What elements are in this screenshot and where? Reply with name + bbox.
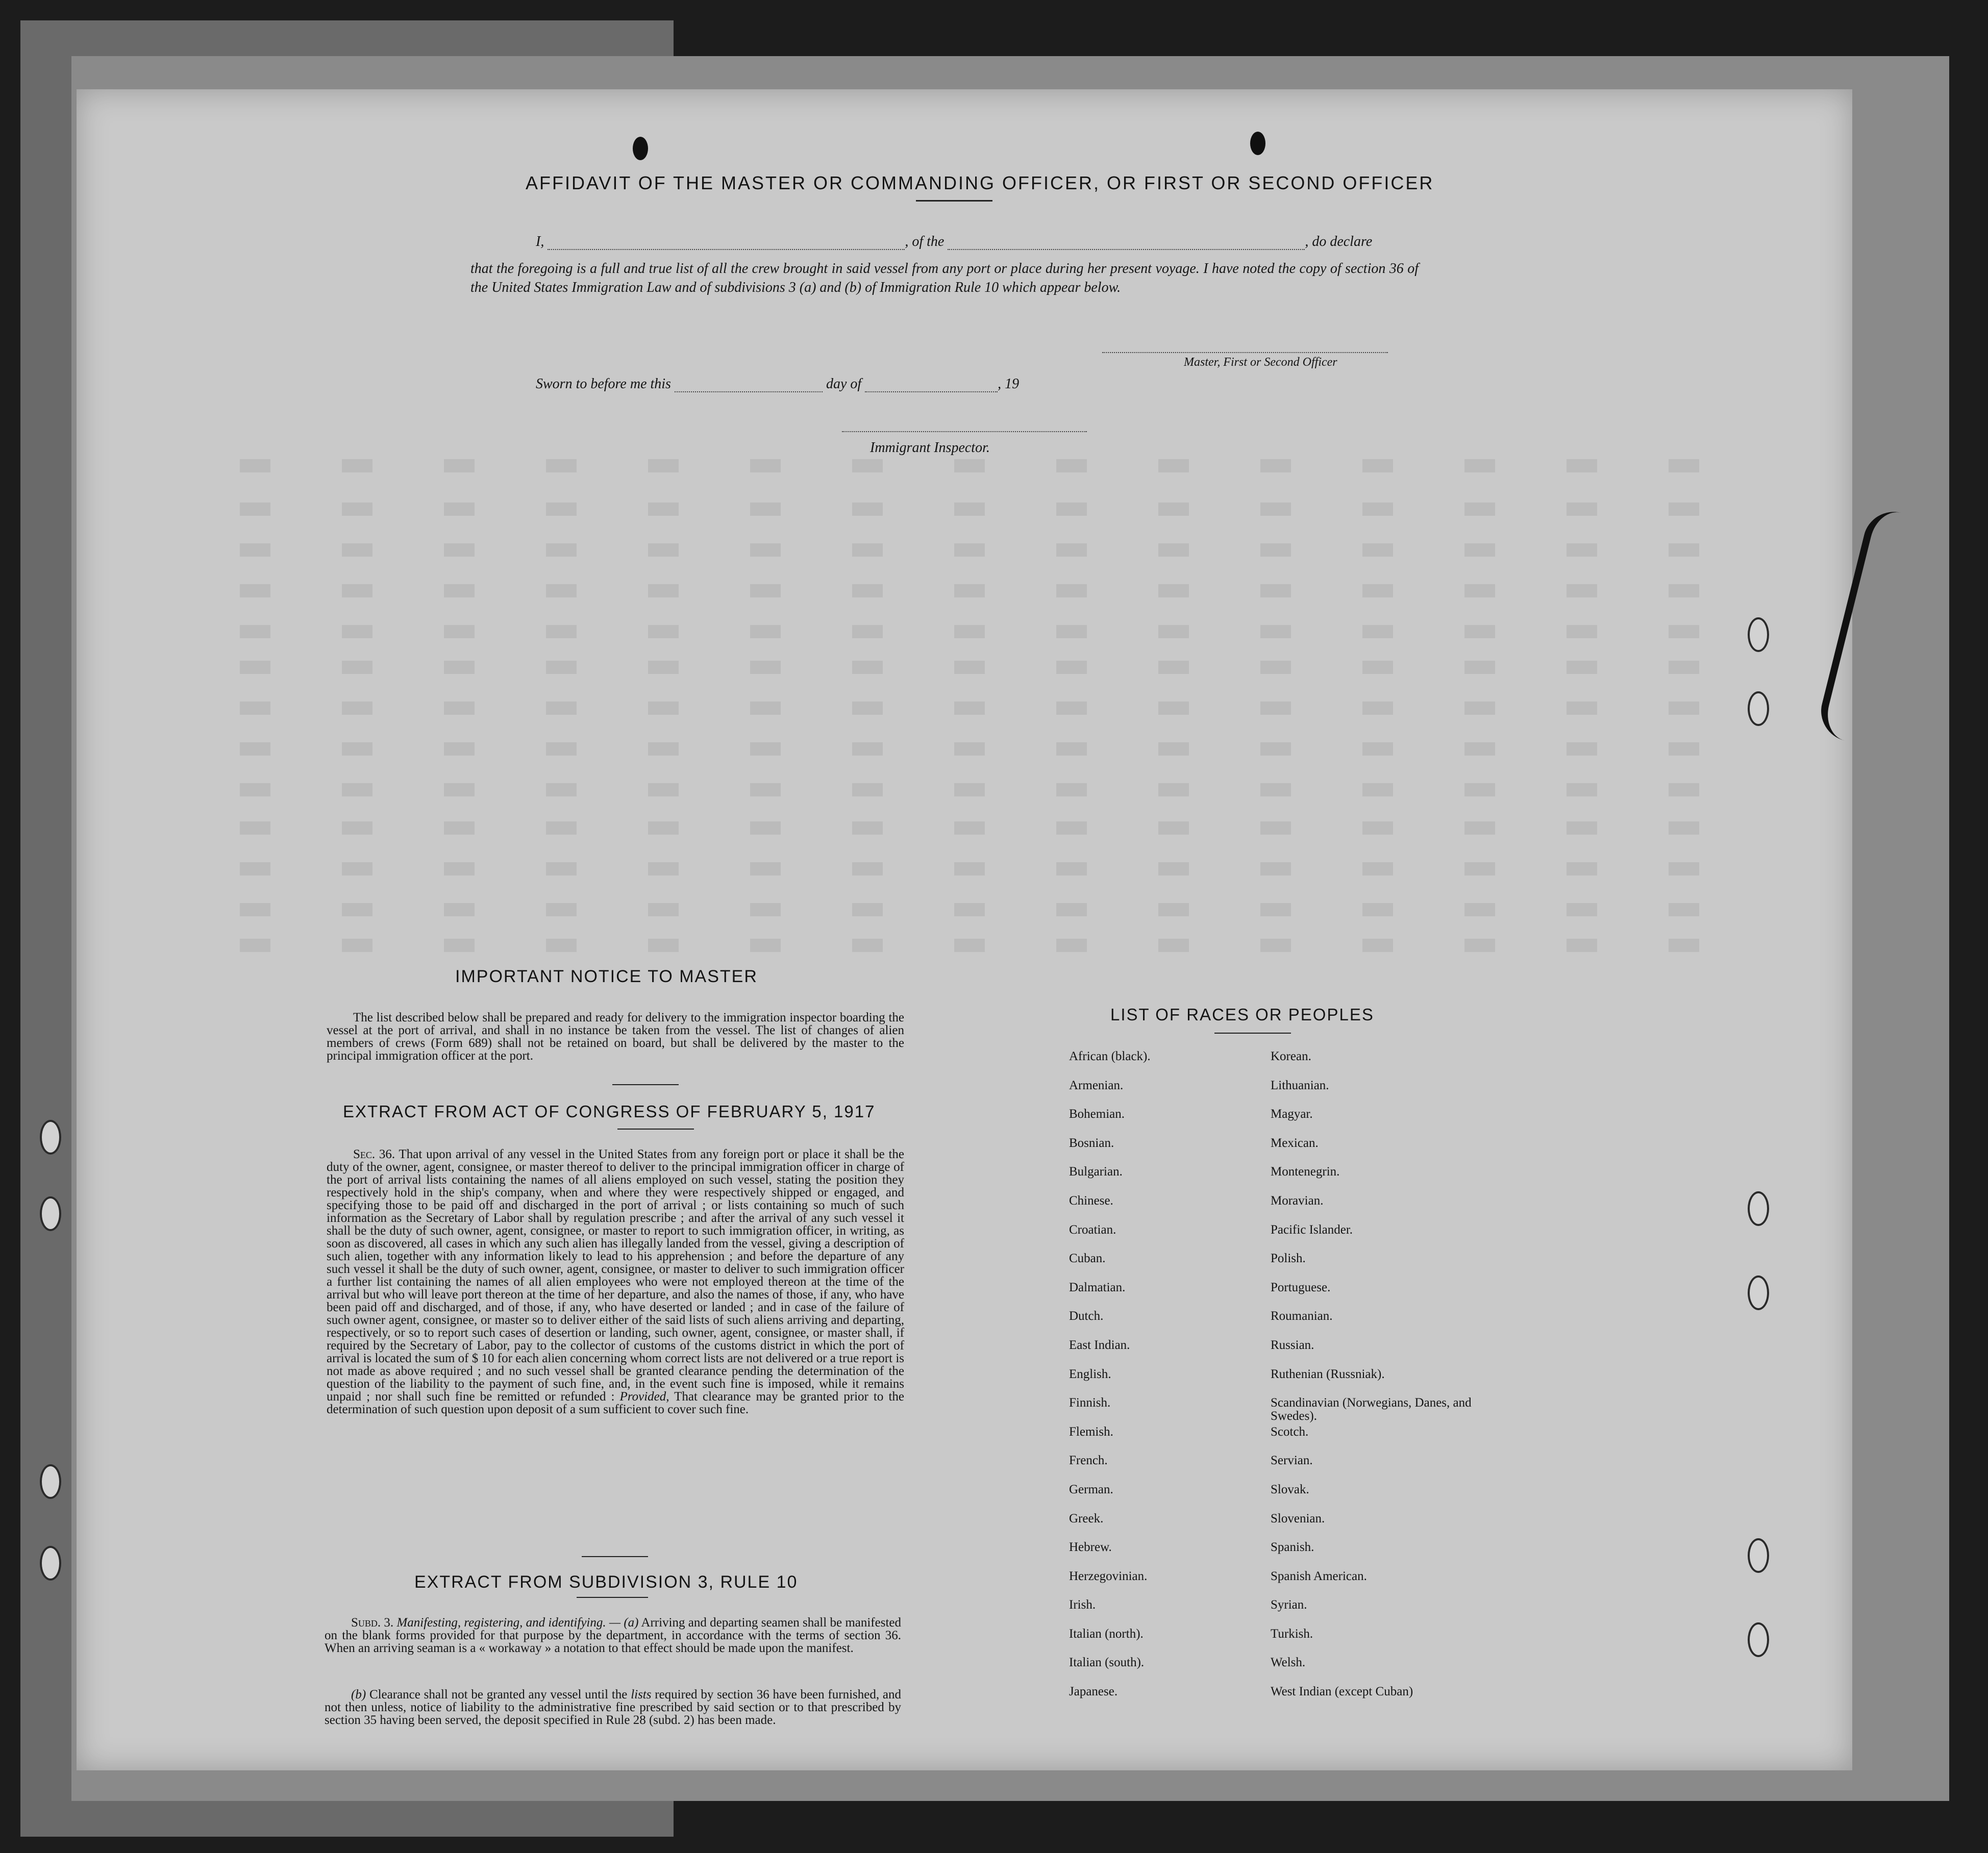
- race-item: Italian (north).: [1069, 1626, 1144, 1641]
- race-item: Portuguese.: [1271, 1280, 1331, 1294]
- day-of-text: day of: [826, 376, 862, 392]
- subd-b-lists: lists: [631, 1688, 652, 1701]
- title-underline: [916, 200, 992, 202]
- subd-title: Manifesting, registering, and identifying. — (a): [396, 1616, 639, 1630]
- section-divider: [617, 1129, 694, 1130]
- binder-hole: [1748, 617, 1769, 652]
- races-column-b: [1271, 1050, 1485, 1714]
- race-item: Mexican.: [1271, 1136, 1319, 1150]
- binder-hole: [40, 1464, 61, 1499]
- binder-hole: [1748, 691, 1769, 726]
- race-item: Spanish American.: [1271, 1569, 1367, 1583]
- subdivision-a: [325, 1616, 901, 1655]
- bleed-through-row: [240, 783, 1760, 796]
- race-item: Spanish.: [1271, 1540, 1314, 1555]
- bleed-through-row: [240, 821, 1760, 835]
- race-item: Croatian.: [1069, 1222, 1116, 1237]
- race-item: West Indian (except Cuban): [1271, 1685, 1413, 1699]
- act-text: That upon arrival of any vessel in the United States from any foreign port or place it shall be the duty of the owner, agent, consignee, or master thereof to deliver to the principal immigration officer in charge of the port of arrival lists containing the names of all aliens employed on such vessel, stating the position they respectively hold in the ship's company, when and where they were respectively shipped or engaged, and specifying those to be paid off and discharged in the port of arrival ; or lists containing so much of such information as the Secretary of Labor shall by regulation prescribe ; and after the arrival of any such vessel it shall be the duty of such owner, agent, consignee, or master to report to such immigration officer, in writing, as soon as discovered, all cases in which any such alien has illegally landed from the vessel, giving a description of such alien, together with any information likely to lead to his apprehension ; and before the departure of any such vessel it shall be the duty of such owner, agent, consignee, or master to deliver to such immigration officer a further list containing the names of all alien employees who were not employed thereon at the time of the arrival but who will leave port thereon at the time of her departure, and also the names of those, if any, who have been paid off and discharged, and of those, if any, who have deserted or landed ; and in case of the failure of such owner agent, consignee, or master so to deliver either of the said lists of such aliens arriving and departing, respectively, or so to report such cases of desertion or landing, such owner, agent, consignee, or master shall, if required by the Secretary of Labor, pay to the collector of customs of the customs district in which the port of arrival is located the sum of $ 10 for each alien concerning whom correct lists are not delivered or a true report is not made as above required ; and no such vessel shall be granted clearance pending the determination of the question of the liability to the payment of such fine, and, in the event such fine is imposed, while it remains unpaid ; nor shall such fine be remitted or refunded :: [327, 1147, 904, 1404]
- race-item: Ruthenian (Russniak).: [1271, 1367, 1385, 1381]
- race-item: Greek.: [1069, 1511, 1104, 1525]
- declarant-name-field[interactable]: [548, 236, 905, 250]
- declaration-line: [536, 234, 1372, 250]
- race-item: Russian.: [1271, 1338, 1314, 1352]
- race-item: Korean.: [1271, 1049, 1311, 1063]
- binder-hole: [1748, 1191, 1769, 1226]
- month-field[interactable]: [865, 378, 998, 392]
- race-item: Bulgarian.: [1069, 1165, 1123, 1179]
- races-heading: LIST OF RACES OR PEOPLES: [1110, 1005, 1374, 1024]
- bleed-through-row: [240, 939, 1760, 952]
- race-item: Scandinavian (Norwegians, Danes, and Swedes).: [1271, 1396, 1472, 1423]
- race-item: French.: [1069, 1454, 1108, 1468]
- subd-b-text-1: Clearance shall not be granted any vessel until the: [369, 1688, 628, 1701]
- subd-b-text-2: required by section 36 have been furnished, and not then unless, notice of liability to the administrative fine prescribed by said section or to that prescribed by section 35 having been served, the deposit specified in Rule 28 (subd. 2) has been made.: [325, 1688, 901, 1727]
- race-item: African (black).: [1069, 1049, 1151, 1063]
- sworn-text: Sworn to before me this: [536, 376, 671, 392]
- race-item: Servian.: [1271, 1454, 1313, 1468]
- section-divider: [582, 1556, 648, 1557]
- race-item: Slovak.: [1271, 1482, 1309, 1496]
- bleed-through-row: [240, 862, 1760, 875]
- bleed-through-row: [240, 584, 1760, 597]
- race-item: Armenian.: [1069, 1078, 1124, 1092]
- race-item: Cuban.: [1069, 1251, 1106, 1266]
- provided-word: Provided,: [619, 1390, 669, 1404]
- race-item: Pacific Islander.: [1271, 1222, 1353, 1237]
- race-item: Dutch.: [1069, 1309, 1104, 1323]
- sworn-line: [536, 376, 1019, 392]
- act-body: [327, 1148, 904, 1416]
- bleed-through-row: [240, 742, 1760, 756]
- inspector-label: Immigrant Inspector.: [870, 440, 990, 456]
- day-field[interactable]: [675, 378, 823, 392]
- punch-hole: [1250, 132, 1265, 155]
- bleed-through-row: [240, 903, 1760, 916]
- punch-hole: [633, 137, 648, 160]
- race-item: Turkish.: [1271, 1626, 1313, 1641]
- year-prefix: , 19: [998, 376, 1020, 392]
- race-item: Dalmatian.: [1069, 1280, 1126, 1294]
- subdivision-b: [325, 1688, 901, 1726]
- race-item: Welsh.: [1271, 1656, 1306, 1670]
- race-item: Magyar.: [1271, 1107, 1313, 1121]
- race-item: Syrian.: [1271, 1598, 1307, 1612]
- race-item: Finnish.: [1069, 1396, 1111, 1410]
- binder-hole: [1748, 1622, 1769, 1657]
- race-item: Lithuanian.: [1271, 1078, 1329, 1092]
- subd-label: Subd. 3.: [351, 1616, 394, 1630]
- race-item: Bohemian.: [1069, 1107, 1125, 1121]
- notice-body: The list described below shall be prepared and ready for delivery to the immigration inspector boarding the vessel at the port of arrival, and shall in no instance be taken from the vessel. The list of changes of alien members of crews (Form 689) shall not be retained on board, but shall be delivered by the master to the principal immigration officer at the port.: [327, 1011, 904, 1063]
- race-item: Montenegrin.: [1271, 1165, 1340, 1179]
- binder-hole: [40, 1196, 61, 1231]
- bleed-through-row: [240, 625, 1760, 638]
- binder-hole: [40, 1546, 61, 1581]
- bleed-through-row: [240, 503, 1760, 516]
- race-item: Polish.: [1271, 1251, 1306, 1266]
- signature-label: Master, First or Second Officer: [1184, 356, 1337, 369]
- section-divider: [612, 1084, 679, 1085]
- bleed-through-row: [240, 661, 1760, 674]
- race-item: Flemish.: [1069, 1424, 1113, 1439]
- race-item: Irish.: [1069, 1598, 1096, 1612]
- section-label: Sec. 36.: [353, 1147, 395, 1161]
- declarant-prefix: I,: [536, 234, 544, 249]
- race-item: Roumanian.: [1271, 1309, 1333, 1323]
- act-text-end: That clearance may be granted prior to the determination of such question upon deposit of a sum sufficient to cover such fine.: [327, 1390, 904, 1416]
- notice-heading: IMPORTANT NOTICE TO MASTER: [455, 967, 758, 986]
- bleed-through-row: [240, 459, 1760, 472]
- document-page: [77, 89, 1852, 1770]
- section-divider: [1214, 1033, 1291, 1034]
- signature-line[interactable]: [1102, 352, 1388, 353]
- race-item: English.: [1069, 1367, 1111, 1381]
- race-item: Chinese.: [1069, 1193, 1113, 1208]
- binder-hole: [1748, 1538, 1769, 1573]
- bleed-through-row: [240, 702, 1760, 715]
- vessel-prefix: , of the: [905, 234, 945, 249]
- bleed-through-row: [240, 543, 1760, 557]
- declare-text: , do declare: [1305, 234, 1373, 249]
- act-heading: EXTRACT FROM ACT OF CONGRESS OF FEBRUARY 5, 1917: [343, 1102, 876, 1121]
- binder-hole: [40, 1120, 61, 1155]
- binder-hole: [1748, 1275, 1769, 1310]
- race-item: German.: [1069, 1482, 1113, 1496]
- affidavit-paragraph: that the foregoing is a full and true list of all the crew brought in said vessel from any port or place during her present voyage. I have noted the copy of section 36 of the United States Immigration Law and of subdivisions 3 (a) and (b) of Immigration Rule 10 which appear below.: [470, 261, 1419, 295]
- race-item: Bosnian.: [1069, 1136, 1114, 1150]
- affidavit-title: AFFIDAVIT OF THE MASTER OR COMMANDING OFFICER, OR FIRST OR SECOND OFFICER: [526, 172, 1434, 193]
- inspector-signature-line[interactable]: [842, 431, 1087, 432]
- race-item: Moravian.: [1271, 1193, 1324, 1208]
- subdivision-heading: EXTRACT FROM SUBDIVISION 3, RULE 10: [414, 1572, 798, 1592]
- race-item: Italian (south).: [1069, 1656, 1145, 1670]
- race-item: Slovenian.: [1271, 1511, 1325, 1525]
- subd-a-text: Arriving and departing seamen shall be manifested on the blank forms provided for that purpose by the department, in accordance with the terms of section 36. When an arriving seaman is a « workaway » a notation to that effect should be made upon the manifest.: [325, 1616, 901, 1655]
- races-column-a: [1069, 1050, 1263, 1714]
- vessel-name-field[interactable]: [948, 236, 1305, 250]
- race-item: Herzegovinian.: [1069, 1569, 1148, 1583]
- race-item: Japanese.: [1069, 1685, 1118, 1699]
- race-item: Scotch.: [1271, 1424, 1309, 1439]
- subd-b-label: (b): [351, 1688, 366, 1701]
- race-item: East Indian.: [1069, 1338, 1130, 1352]
- section-divider: [577, 1597, 648, 1598]
- race-item: Hebrew.: [1069, 1540, 1112, 1555]
